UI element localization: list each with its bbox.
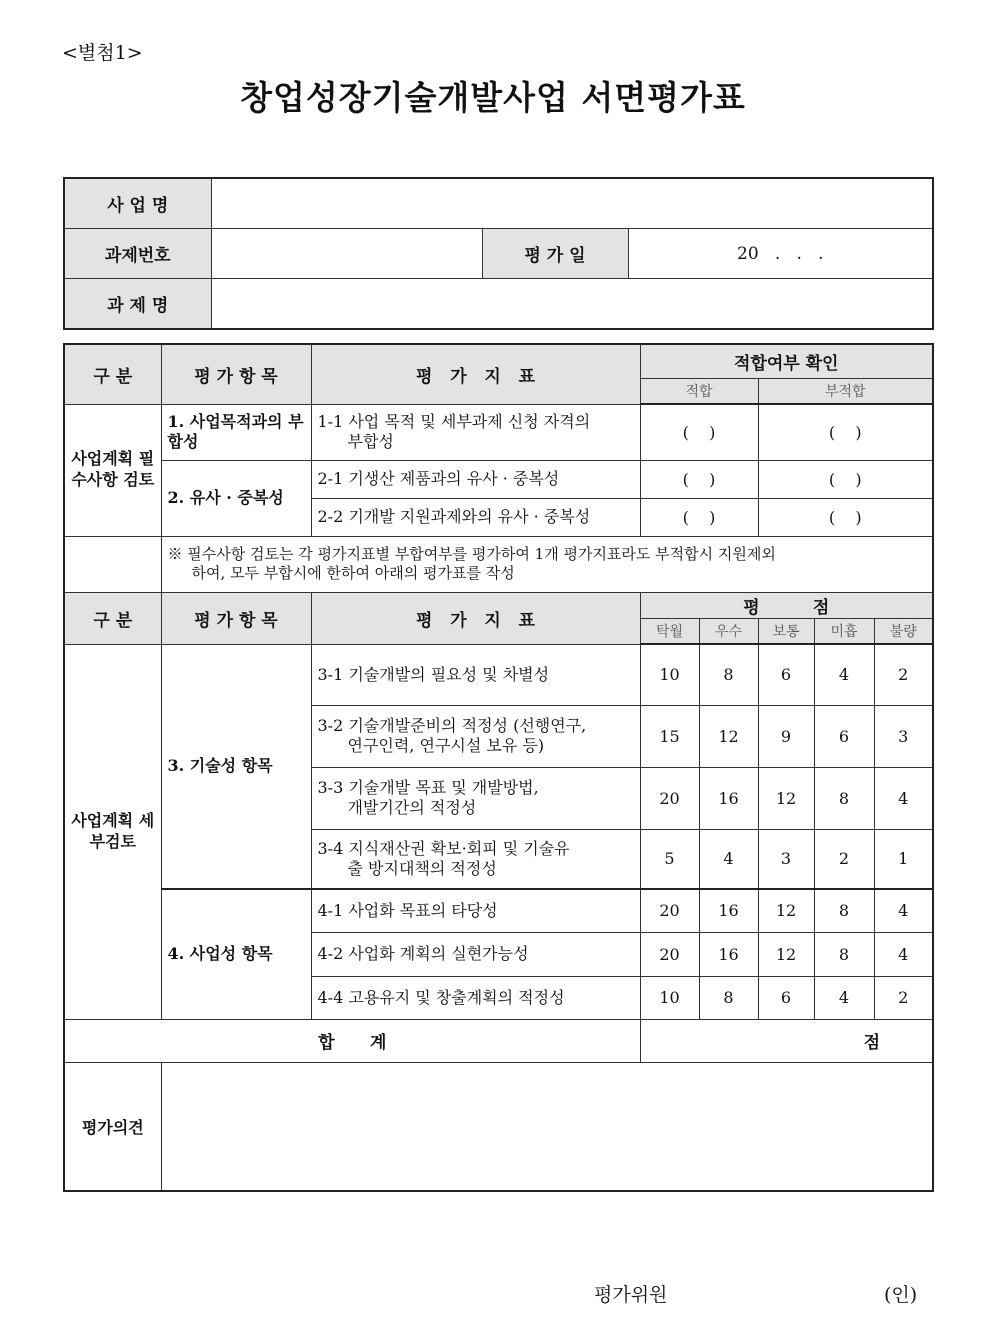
opinion-label: 평가의견 bbox=[64, 1062, 161, 1191]
score-3-4-excellent[interactable]: 5 bbox=[640, 829, 699, 889]
task-name-label: 과 제 명 bbox=[64, 279, 211, 330]
req-header-fit: 적합 bbox=[640, 378, 758, 404]
req-indicator-2-2: 2-2 기개발 지원과제와의 유사 · 중복성 bbox=[311, 498, 640, 536]
grade-insufficient: 미흡 bbox=[814, 618, 874, 644]
score-4-4-good[interactable]: 8 bbox=[699, 976, 758, 1019]
grade-good: 우수 bbox=[699, 618, 758, 644]
task-name-field[interactable] bbox=[211, 279, 933, 330]
detail-header-item: 평 가 항 목 bbox=[161, 592, 311, 644]
score-4-2-excellent[interactable]: 20 bbox=[640, 932, 699, 976]
evaluation-table bbox=[63, 343, 934, 1192]
detail-header-indicator: 평 가 지 표 bbox=[311, 592, 640, 644]
task-number-field[interactable] bbox=[211, 229, 482, 279]
score-3-1-average[interactable]: 6 bbox=[758, 644, 814, 705]
indicator-3-3 bbox=[311, 767, 640, 829]
grade-poor: 불량 bbox=[874, 618, 933, 644]
score-3-1-insufficient[interactable]: 4 bbox=[814, 644, 874, 705]
score-3-2-average[interactable]: 9 bbox=[758, 705, 814, 767]
score-4-1-excellent[interactable]: 20 bbox=[640, 889, 699, 932]
info-table bbox=[63, 177, 934, 330]
score-4-2-average[interactable]: 12 bbox=[758, 932, 814, 976]
detail-header-category: 구 분 bbox=[64, 592, 161, 644]
total-unit: 점 bbox=[863, 1033, 881, 1053]
req-note-line1: ※ 필수사항 검토는 각 평가지표별 부합여부를 평가하여 1개 평가지표라도 부적합시 지원제외 bbox=[167, 545, 776, 564]
req-header-category: 구 분 bbox=[64, 344, 161, 404]
req-indicator-2-1: 2-1 기생산 제품과의 유사 · 중복성 bbox=[311, 460, 640, 498]
fit-check-2-1[interactable]: ( ) bbox=[640, 460, 758, 498]
req-indicator-1-1-line1: 1-1 사업 목적 및 세부과제 신청 자격의 bbox=[317, 412, 591, 431]
score-4-4-insufficient[interactable]: 4 bbox=[814, 976, 874, 1019]
score-4-2-poor[interactable]: 4 bbox=[874, 932, 933, 976]
indicator-3-4-line1: 3-4 지식재산권 확보·회피 및 기술유 bbox=[317, 838, 570, 858]
score-4-2-insufficient[interactable]: 8 bbox=[814, 932, 874, 976]
score-3-4-good[interactable]: 4 bbox=[699, 829, 758, 889]
unfit-check-2-2[interactable]: ( ) bbox=[758, 498, 933, 536]
score-3-1-good[interactable]: 8 bbox=[699, 644, 758, 705]
indicator-3-4 bbox=[311, 829, 640, 889]
score-3-2-excellent[interactable]: 15 bbox=[640, 705, 699, 767]
req-category: 사업계획 필수사항 검토 bbox=[64, 404, 161, 536]
unfit-check-2-1[interactable]: ( ) bbox=[758, 460, 933, 498]
score-3-2-good[interactable]: 12 bbox=[699, 705, 758, 767]
score-3-3-average[interactable]: 12 bbox=[758, 767, 814, 829]
indicator-4-1: 4-1 사업화 목표의 타당성 bbox=[311, 889, 640, 932]
attachment-label: <별첨1> bbox=[62, 42, 143, 64]
evaluator-label: 평가위원 bbox=[594, 1284, 668, 1306]
grade-excellent: 탁월 bbox=[640, 618, 699, 644]
score-3-3-excellent[interactable]: 20 bbox=[640, 767, 699, 829]
score-3-2-insufficient[interactable]: 6 bbox=[814, 705, 874, 767]
score-4-1-insufficient[interactable]: 8 bbox=[814, 889, 874, 932]
indicator-3-2 bbox=[311, 705, 640, 767]
score-4-4-excellent[interactable]: 10 bbox=[640, 976, 699, 1019]
indicator-3-2-line2: 연구인력, 연구시설 보유 등) bbox=[347, 736, 545, 755]
score-4-4-average[interactable]: 6 bbox=[758, 976, 814, 1019]
score-4-2-good[interactable]: 16 bbox=[699, 932, 758, 976]
total-score-field[interactable] bbox=[640, 1019, 933, 1062]
score-4-4-poor[interactable]: 2 bbox=[874, 976, 933, 1019]
req-header-unfit: 부적합 bbox=[758, 378, 933, 404]
indicator-3-4-line2: 출 방지대책의 적정성 bbox=[347, 858, 497, 878]
req-item-1: 1. 사업목적과의 부합성 bbox=[161, 404, 311, 460]
score-3-4-poor[interactable]: 1 bbox=[874, 829, 933, 889]
detail-item-4: 4. 사업성 항목 bbox=[161, 889, 311, 1019]
eval-date-field[interactable]: 20 . . . bbox=[628, 229, 933, 279]
indicator-3-1: 3-1 기술개발의 필요성 및 차별성 bbox=[311, 644, 640, 705]
indicator-3-2-line1: 3-2 기술개발준비의 적정성 (선행연구, bbox=[317, 716, 587, 735]
score-3-3-poor[interactable]: 4 bbox=[874, 767, 933, 829]
seal-label: (인) bbox=[884, 1284, 918, 1306]
req-item-2: 2. 유사 · 중복성 bbox=[161, 460, 311, 536]
score-3-3-good[interactable]: 16 bbox=[699, 767, 758, 829]
project-name-field[interactable] bbox=[211, 178, 933, 229]
req-note bbox=[161, 536, 933, 592]
eval-date-label: 평 가 일 bbox=[482, 229, 628, 279]
grade-average: 보통 bbox=[758, 618, 814, 644]
req-indicator-1-1-line2: 부합성 bbox=[347, 432, 394, 451]
req-header-item: 평 가 항 목 bbox=[161, 344, 311, 404]
score-3-4-insufficient[interactable]: 2 bbox=[814, 829, 874, 889]
score-3-1-excellent[interactable]: 10 bbox=[640, 644, 699, 705]
score-3-1-poor[interactable]: 2 bbox=[874, 644, 933, 705]
indicator-4-2: 4-2 사업화 계획의 실현가능성 bbox=[311, 932, 640, 976]
indicator-3-3-line1: 3-3 기술개발 목표 및 개발방법, bbox=[317, 778, 539, 797]
req-note-line2: 하여, 모두 부합시에 한하여 아래의 평가표를 작성 bbox=[191, 564, 515, 582]
req-header-indicator: 평 가 지 표 bbox=[311, 344, 640, 404]
score-3-3-insufficient[interactable]: 8 bbox=[814, 767, 874, 829]
score-3-4-average[interactable]: 3 bbox=[758, 829, 814, 889]
indicator-4-4: 4-4 고용유지 및 창출계획의 적정성 bbox=[311, 976, 640, 1019]
fit-check-2-2[interactable]: ( ) bbox=[640, 498, 758, 536]
fit-check-1-1[interactable]: ( ) bbox=[640, 404, 758, 460]
req-indicator-1-1 bbox=[311, 404, 640, 460]
unfit-check-1-1[interactable]: ( ) bbox=[758, 404, 933, 460]
task-number-label: 과제번호 bbox=[64, 229, 211, 279]
score-4-1-good[interactable]: 16 bbox=[699, 889, 758, 932]
score-4-1-average[interactable]: 12 bbox=[758, 889, 814, 932]
detail-header-score: 평 점 bbox=[640, 592, 933, 618]
opinion-field[interactable] bbox=[161, 1062, 933, 1191]
total-label: 합 계 bbox=[64, 1019, 640, 1062]
detail-item-3: 3. 기술성 항목 bbox=[161, 644, 311, 889]
detail-category: 사업계획 세부검토 bbox=[64, 644, 161, 1019]
project-name-label: 사 업 명 bbox=[64, 178, 211, 229]
score-3-2-poor[interactable]: 3 bbox=[874, 705, 933, 767]
note-spacer bbox=[64, 536, 161, 592]
indicator-3-3-line2: 개발기간의 적정성 bbox=[347, 798, 477, 817]
page-title: 창업성장기술개발사업 서면평가표 bbox=[240, 78, 746, 117]
req-header-confirm: 적합여부 확인 bbox=[640, 344, 933, 378]
score-4-1-poor[interactable]: 4 bbox=[874, 889, 933, 932]
